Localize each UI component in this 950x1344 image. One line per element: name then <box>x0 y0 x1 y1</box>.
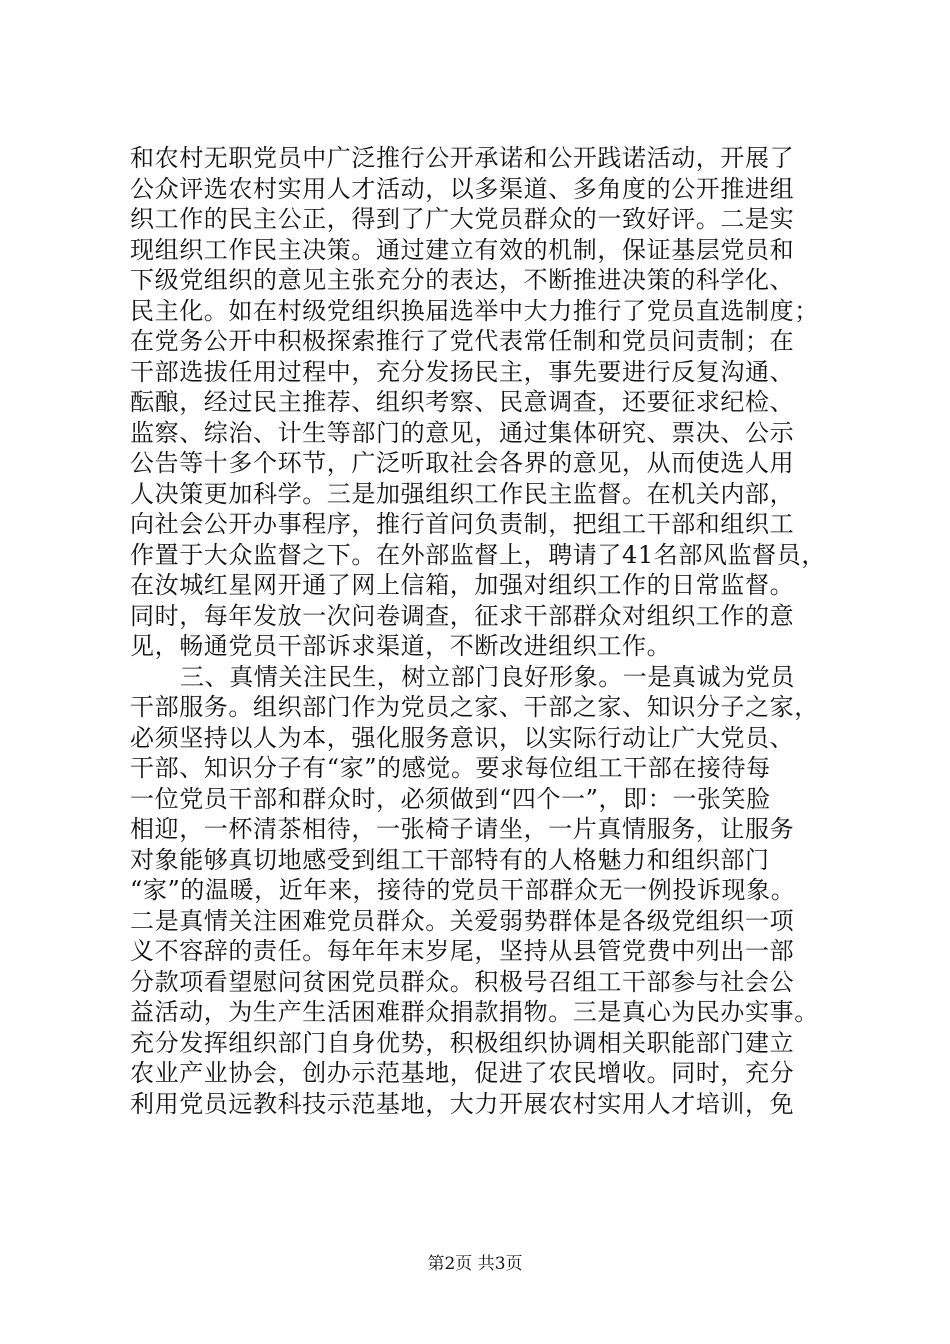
text-line: 益活动，为生产生活困难群众捐款捐物。三是真心为民办实事。 <box>130 998 819 1026</box>
text-line: 公告等十多个环节，广泛听取社会各界的意见，从而使选人用 <box>130 449 795 477</box>
page-footer: 第2页 共3页 <box>427 1254 523 1274</box>
text-line: 必须坚持以人为本，强化服务意识，以实际行动让广大党员、 <box>130 723 795 752</box>
text-line: 织工作的民主公正，得到了广大党员群众的一致好评。二是实 <box>130 205 795 233</box>
text-line: 见，畅通党员干部诉求渠道，不断改进组织工作。 <box>130 632 672 660</box>
text-line: 二是真情关注困难党员群众。关爱弱势群体是各级党组织一项 <box>130 906 795 935</box>
text-line: 民主化。如在村级党组织换届选举中大力推行了党员直选制度； <box>130 296 819 325</box>
text-line: 义不容辞的责任。每年年末岁尾，坚持从县管党费中列出一部 <box>130 937 795 965</box>
text-line: 干部选拔任用过程中，充分发扬民主，事先要进行反复沟通、 <box>130 357 795 386</box>
text-line: 在党务公开中积极探索推行了党代表常任制和党员问责制；在 <box>130 327 795 355</box>
text-line: “家”的温暖，近年来，接待的党员干部群众无一例投诉现象。 <box>130 876 796 904</box>
text-line: 向社会公开办事程序，推行首问负责制，把组工干部和组织工 <box>130 510 795 538</box>
text-line: 下级党组织的意见主张充分的表达，不断推进决策的科学化、 <box>130 266 795 294</box>
text-line: 监察、综治、计生等部门的意见，通过集体研究、票决、公示 <box>130 418 795 447</box>
text-line: 一位党员干部和群众时，必须做到“四个一”，即：一张笑脸 <box>130 784 771 813</box>
text-line: 对象能够真切地感受到组工干部特有的人格魅力和组织部门 <box>130 845 770 874</box>
text-line: 在汝城红星网开通了网上信箱，加强对组织工作的日常监督。 <box>130 571 795 599</box>
text-line: 人决策更加科学。三是加强组织工作民主监督。在机关内部， <box>130 479 795 508</box>
paragraph-start-line: 三、真情关注民生，树立部门良好形象。一是真诚为党员 <box>180 662 795 691</box>
text-line: 酝酿，经过民主推荐、组织考察、民意调查，还要征求纪检、 <box>130 388 795 416</box>
text-line: 现组织工作民主决策。通过建立有效的机制，保证基层党员和 <box>130 235 795 264</box>
text-line: 分款项看望慰问贫困党员群众。积极号召组工干部参与社会公 <box>130 967 795 996</box>
text-line: 相迎，一杯清茶相待，一张椅子请坐，一片真情服务，让服务 <box>130 815 795 843</box>
text-line: 干部、知识分子有“家”的感觉。要求每位组工干部在接待每 <box>130 754 771 782</box>
text-line: 作置于大众监督之下。在外部监督上，聘请了41名部风监督员， <box>130 540 826 569</box>
text-line: 同时，每年发放一次问卷调查，征求干部群众对组织工作的意 <box>130 601 795 630</box>
text-line: 利用党员远教科技示范基地，大力开展农村实用人才培训，免 <box>130 1089 795 1118</box>
text-line: 公众评选农村实用人才活动，以多渠道、多角度的公开推进组 <box>130 174 795 203</box>
text-line: 和农村无职党员中广泛推行公开承诺和公开践诺活动，开展了 <box>130 144 795 172</box>
body-text <box>130 143 852 1119</box>
text-line: 充分发挥组织部门自身优势，积极组织协调相关职能部门建立 <box>130 1028 795 1057</box>
text-line: 农业产业协会，创办示范基地，促进了农民增收。同时，充分 <box>130 1059 795 1087</box>
text-line: 干部服务。组织部门作为党员之家、干部之家、知识分子之家， <box>130 693 819 721</box>
